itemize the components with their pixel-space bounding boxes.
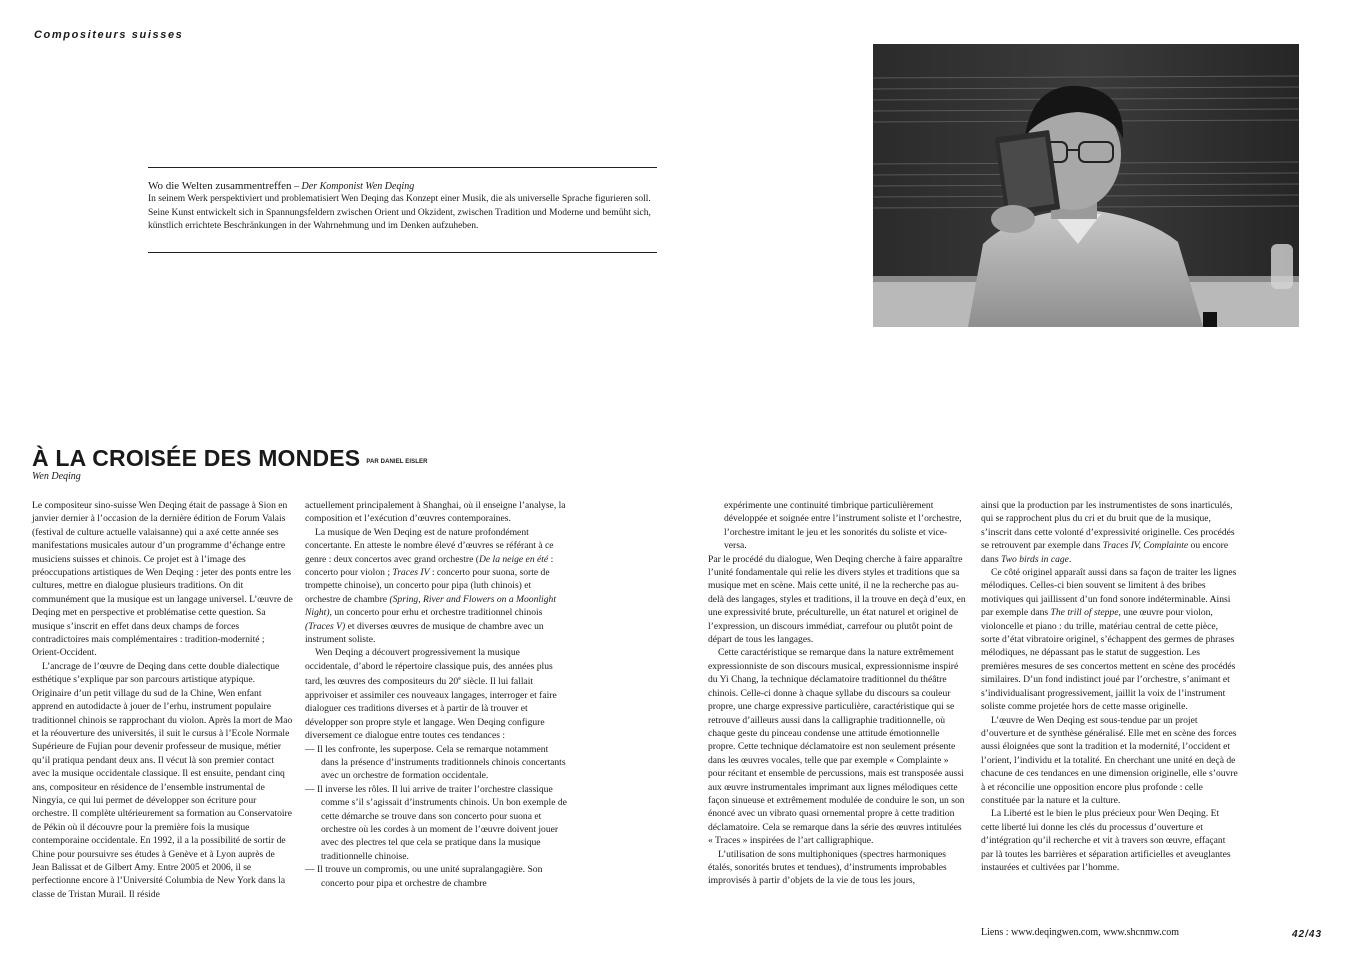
work-title: (Traces V) — [305, 620, 346, 632]
paragraph — [305, 526, 567, 647]
links-line: Liens : www.deqingwen.com, www.shcnmw.com — [981, 927, 1180, 938]
work-title: The trill of steppe — [1050, 607, 1119, 619]
paragraph: expérimente une continuité timbrique particulièrement développée et soignée entre l’instrument soliste et l’orchestre, l’orchestre imitant le jeu et les sonorités du soliste et vice-versa. — [724, 500, 962, 552]
text-run: ou encore dans — [981, 540, 1229, 565]
work-title: Traces IV — [392, 567, 430, 579]
work-title: De la neige en été — [478, 553, 549, 565]
text-run: siècle. Il lui fallait apprivoiser et assimiler ces nouveaux langages, interroger et faire dialoguer ces traditions diverses et à partir de là trouver et développer son propre style et langage. Wen Deqing configure diversement ce dialogue entre toutes ces tendances : — [305, 676, 557, 742]
abstract-subtitle: – Der Komponist Wen Deqing — [291, 181, 415, 192]
text-run: et diverses œuvres de musique de chambre avec un instrument soliste. — [305, 620, 544, 646]
paragraph: L’œuvre de Wen Deqing est sous-tendue par un projet d’ouverture et de synthèse généralisé. Elle met en scène des forces aussi éloignées que sont la tradition et la modernité, l’occident et l’orient, l’individu et la totalité. En cherchant une unité en deçà de chacune de ces tendances en une dimension originelle, elle s’ouvre à et réconcilie une opposition encore plus profonde : celle constituée par la nature et la culture. — [981, 714, 1238, 806]
text-column-2 — [305, 499, 567, 890]
paragraph: Le compositeur sino-suisse Wen Deqing était de passage à Sion en janvier dernier à l’occasion de la dernière édition de Forum Valais (festival de culture actuelle valaisanne) qui a axé cette année ses manifestations musicales autour d’un programme d’échange entre musiciens suisses et chinois. Ce projet est à l’image des préoccupations artistiques de Wen Deqing : jeter des ponts entre les cultures, mettre en dialogue plusieurs traditions. On dit communément que la musique est un langage universel. L’œuvre de Deqing met en perspective et problématise cette question. Sa musique s’inscrit en effet dans deux champs de forces contradictoires mais complémentaires : tradition-modernité ; Orient-Occident. — [32, 500, 293, 659]
article-title — [32, 445, 428, 472]
text-column-4 — [981, 499, 1239, 874]
article-subject: Wen Deqing — [32, 471, 81, 482]
paragraph: La Liberté est le bien le plus précieux pour Wen Deqing. Et cette liberté lui donne les clés du processus d’ouverture et d’intégration qu’il recherche et vit à travers son œuvre, effaçant par là toutes les barrières et séparation artificielles et aveuglantes instaurées et cultivées par l’homme. — [981, 808, 1231, 873]
text-run: : concerto pour violon ; — [305, 553, 554, 579]
text-column-3 — [708, 499, 966, 888]
page-number: 42/43 — [1292, 929, 1323, 940]
text-run: Ce côté originel apparaît aussi dans sa façon de traiter les lignes mélodiques. Celles-ci bien souvent se limitent à des bribes motiviques qui jaillissent d’un fond sonore indéterminable. Ainsi par exemple dans — [981, 567, 1237, 619]
article-headline: À LA CROISÉE DES MONDES — [32, 445, 361, 471]
abstract-heading — [148, 180, 657, 193]
composer-portrait-photo-icon — [873, 44, 1299, 327]
text-run: . — [1068, 553, 1072, 565]
abstract-title: Wo die Welten zusammentreffen — [148, 180, 292, 192]
paragraph — [981, 499, 1239, 566]
paragraph: L’ancrage de l’œuvre de Deqing dans cette double dialectique esthétique s’explique par son parcours artistique atypique. Originaire d’un petit village du sud de la Chine, Wen enfant apprend en autodidacte à jouer de l’erhu, instrument populaire traditionnel chinois se rapprochant du violon. Après la mort de Mao et la réouverture des universités, il suit le cursus à l’Ecole Normale Supérieure de Fujian pour devenir professeur de musique, métier qu’il pratiqua pendant deux ans. Il vécut là son premier contact avec la musique occidentale classique. Il est ensuite, pendant cinq ans, compositeur en résidence de l’ensemble instrumental de Ningyia, ce qui lui permet de développer son écriture pour orchestre. Il complète ultérieurement sa formation au Conservatoire de Pékin où il découvre pour la première fois la musique contemporaine occidentale. En 1992, il a la possibilité de sortir de Chine pour poursuivre ses études à Genève et à Lyon auprès de Jean Balissat et de Gilbert Amy. Entre 2005 et 2006, il se perfectionne encore à l’Université Columbia de New York dans la classe de Tristan Murail. Il réside — [32, 660, 293, 900]
abstract-text: In seinem Werk perspektiviert und problematisiert Wen Deqing das Konzept einer Musik, die als universelle Sprache figurieren soll. Seine Kunst entwickelt sich in Spannungsfeldern zwischen Orient und Okzident, zwischen Tradition und Moderne und bemüht sich, künstlich errichtete Beschränkungen in der Wahrnehmung und im Denken aufzuheben. — [148, 194, 651, 232]
work-title: Traces IV, Complainte — [1102, 540, 1189, 552]
text-run: La musique de Wen Deqing est de nature profondément concertante. En atteste le nombre élevé d’œuvres se référant à ce genre : deux concertos avec grand orchestre ( — [305, 526, 554, 565]
paragraph — [981, 566, 1239, 713]
paragraph: L’utilisation de sons multiphoniques (spectres harmoniques étalés, sonorités brutes et tendues), d’instruments improbables improvisés à partir d’objets de la vie de tous les jours, — [708, 848, 947, 887]
work-title: (Spring, River and Flowers on a Moonlight Night) — [305, 593, 556, 619]
text-run: : concerto pour suona, sorte de trompette chinoise), un concerto pour pipa (luth chinois) et orchestre de chambre — [305, 567, 550, 605]
paragraph: Par le procédé du dialogue, Wen Deqing cherche à faire apparaître l’unité fondamentale qui relie les divers styles et traditions que sa musique met en scène. Mais cette unité, il ne la recherche pas au-delà des langages, styles et traditions, il la trouve en deçà d’eux, en une expressivité brute, préculturelle, un état naturel et originel de l’expression, un discours immédiat, carrefour ou plutôt point de départ de tous les langages. — [708, 553, 966, 646]
dash-item: — Il trouve un compromis, ou une unité supralangagière. Son concerto pour pipa et orchestre de chambre — [305, 864, 543, 889]
section-header: Compositeurs suisses — [34, 29, 184, 41]
text-run: , une œuvre pour violon, violoncelle et piano : du trille, matériau central de cette pièce, sorte d’état vibratoire originel, s’échappent des germes de phrases mélodiques, ne dépassant pas le statut de suggestion. Les premières mesures de ses concertos mettent en scène des procédés similaires. D’un fond indistinct joué par l’orchestre, s’animant et s’individualisant progressivement, jaillit la voix de l’instrument soliste comme projetée hors de cette masse originelle. — [981, 607, 1236, 713]
dash-item: — Il les confronte, les superpose. Cela se remarque notamment dans la présence d’instruments traditionnels chinois concertants avec un orchestre de formation occidentale. — [305, 743, 566, 782]
abstract-box — [148, 167, 657, 253]
paragraph: Cette caractéristique se remarque dans la nature extrêmement expressionniste de son discours musical, expressionnisme inspiré du Yi Chang, la technique déclamatoire traditionnel du théâtre chinois. Celle-ci donne à chaque syllabe du discours sa couleur propre, une charge expressive particulière, caractéristique qui se retrouve d’ailleurs aussi dans la calligraphie traditionnelle, où chaque geste du pinceau condense une attitude émotionnelle propre. Cette technique déclamatoire est non seulement présente dans les œuvres vocales, telle que par exemple « Complainte » pour récitant et ensemble de percussions, mais est transposée aussi aux œuvre instrumentales imprimant aux lignes mélodiques cette façon sinueuse et extrêmement modulée de conduire le son, un son énoncé avec un vibrato quasi ornemental propre à cette tradition déclamatoire. Cela se remarque dans la série des œuvres intitulées « Traces » inspirées de l’art calligraphique. — [708, 647, 965, 847]
composer-photo — [873, 44, 1299, 327]
dash-item: — Il inverse les rôles. Il lui arrive de traiter l’orchestre classique comme s’il s’agissait d’instruments chinois. Un bon exemple de cette démarche se trouve dans son concerto pour suona et orchestre où les cordes à un moment de l’œuvre doivent jouer avec des plectres tel que cela se pratique dans la musique traditionnelle chinoise. — [305, 783, 567, 862]
text-run: ainsi que la production par les instrumentistes de sons inarticulés, qui se rapprochent plus du cri et du bruit que de la musique, s’inscrit dans cette volonté d’expressivité originelle. Ces procédés se retrouvent par exemple dans — [981, 500, 1235, 552]
paragraph: actuellement principalement à Shanghai, où il enseigne l’analyse, la composition et l’exécution d’œuvres contemporaines. — [305, 500, 566, 525]
text-run: , un concerto pour erhu et orchestre traditionnel chinois — [329, 607, 543, 619]
superscript: e — [458, 676, 461, 683]
article-byline: PAR DANIEL EISLER — [366, 459, 428, 465]
work-title: Two birds in cage — [1000, 553, 1069, 565]
text-column-1 — [32, 499, 294, 901]
paragraph — [305, 646, 567, 742]
text-run: Wen Deqing a découvert progressivement la musique occidentale, d’abord le répertoire classique puis, des années plus tard, les œuvres des compositeurs du 20 — [305, 647, 553, 688]
